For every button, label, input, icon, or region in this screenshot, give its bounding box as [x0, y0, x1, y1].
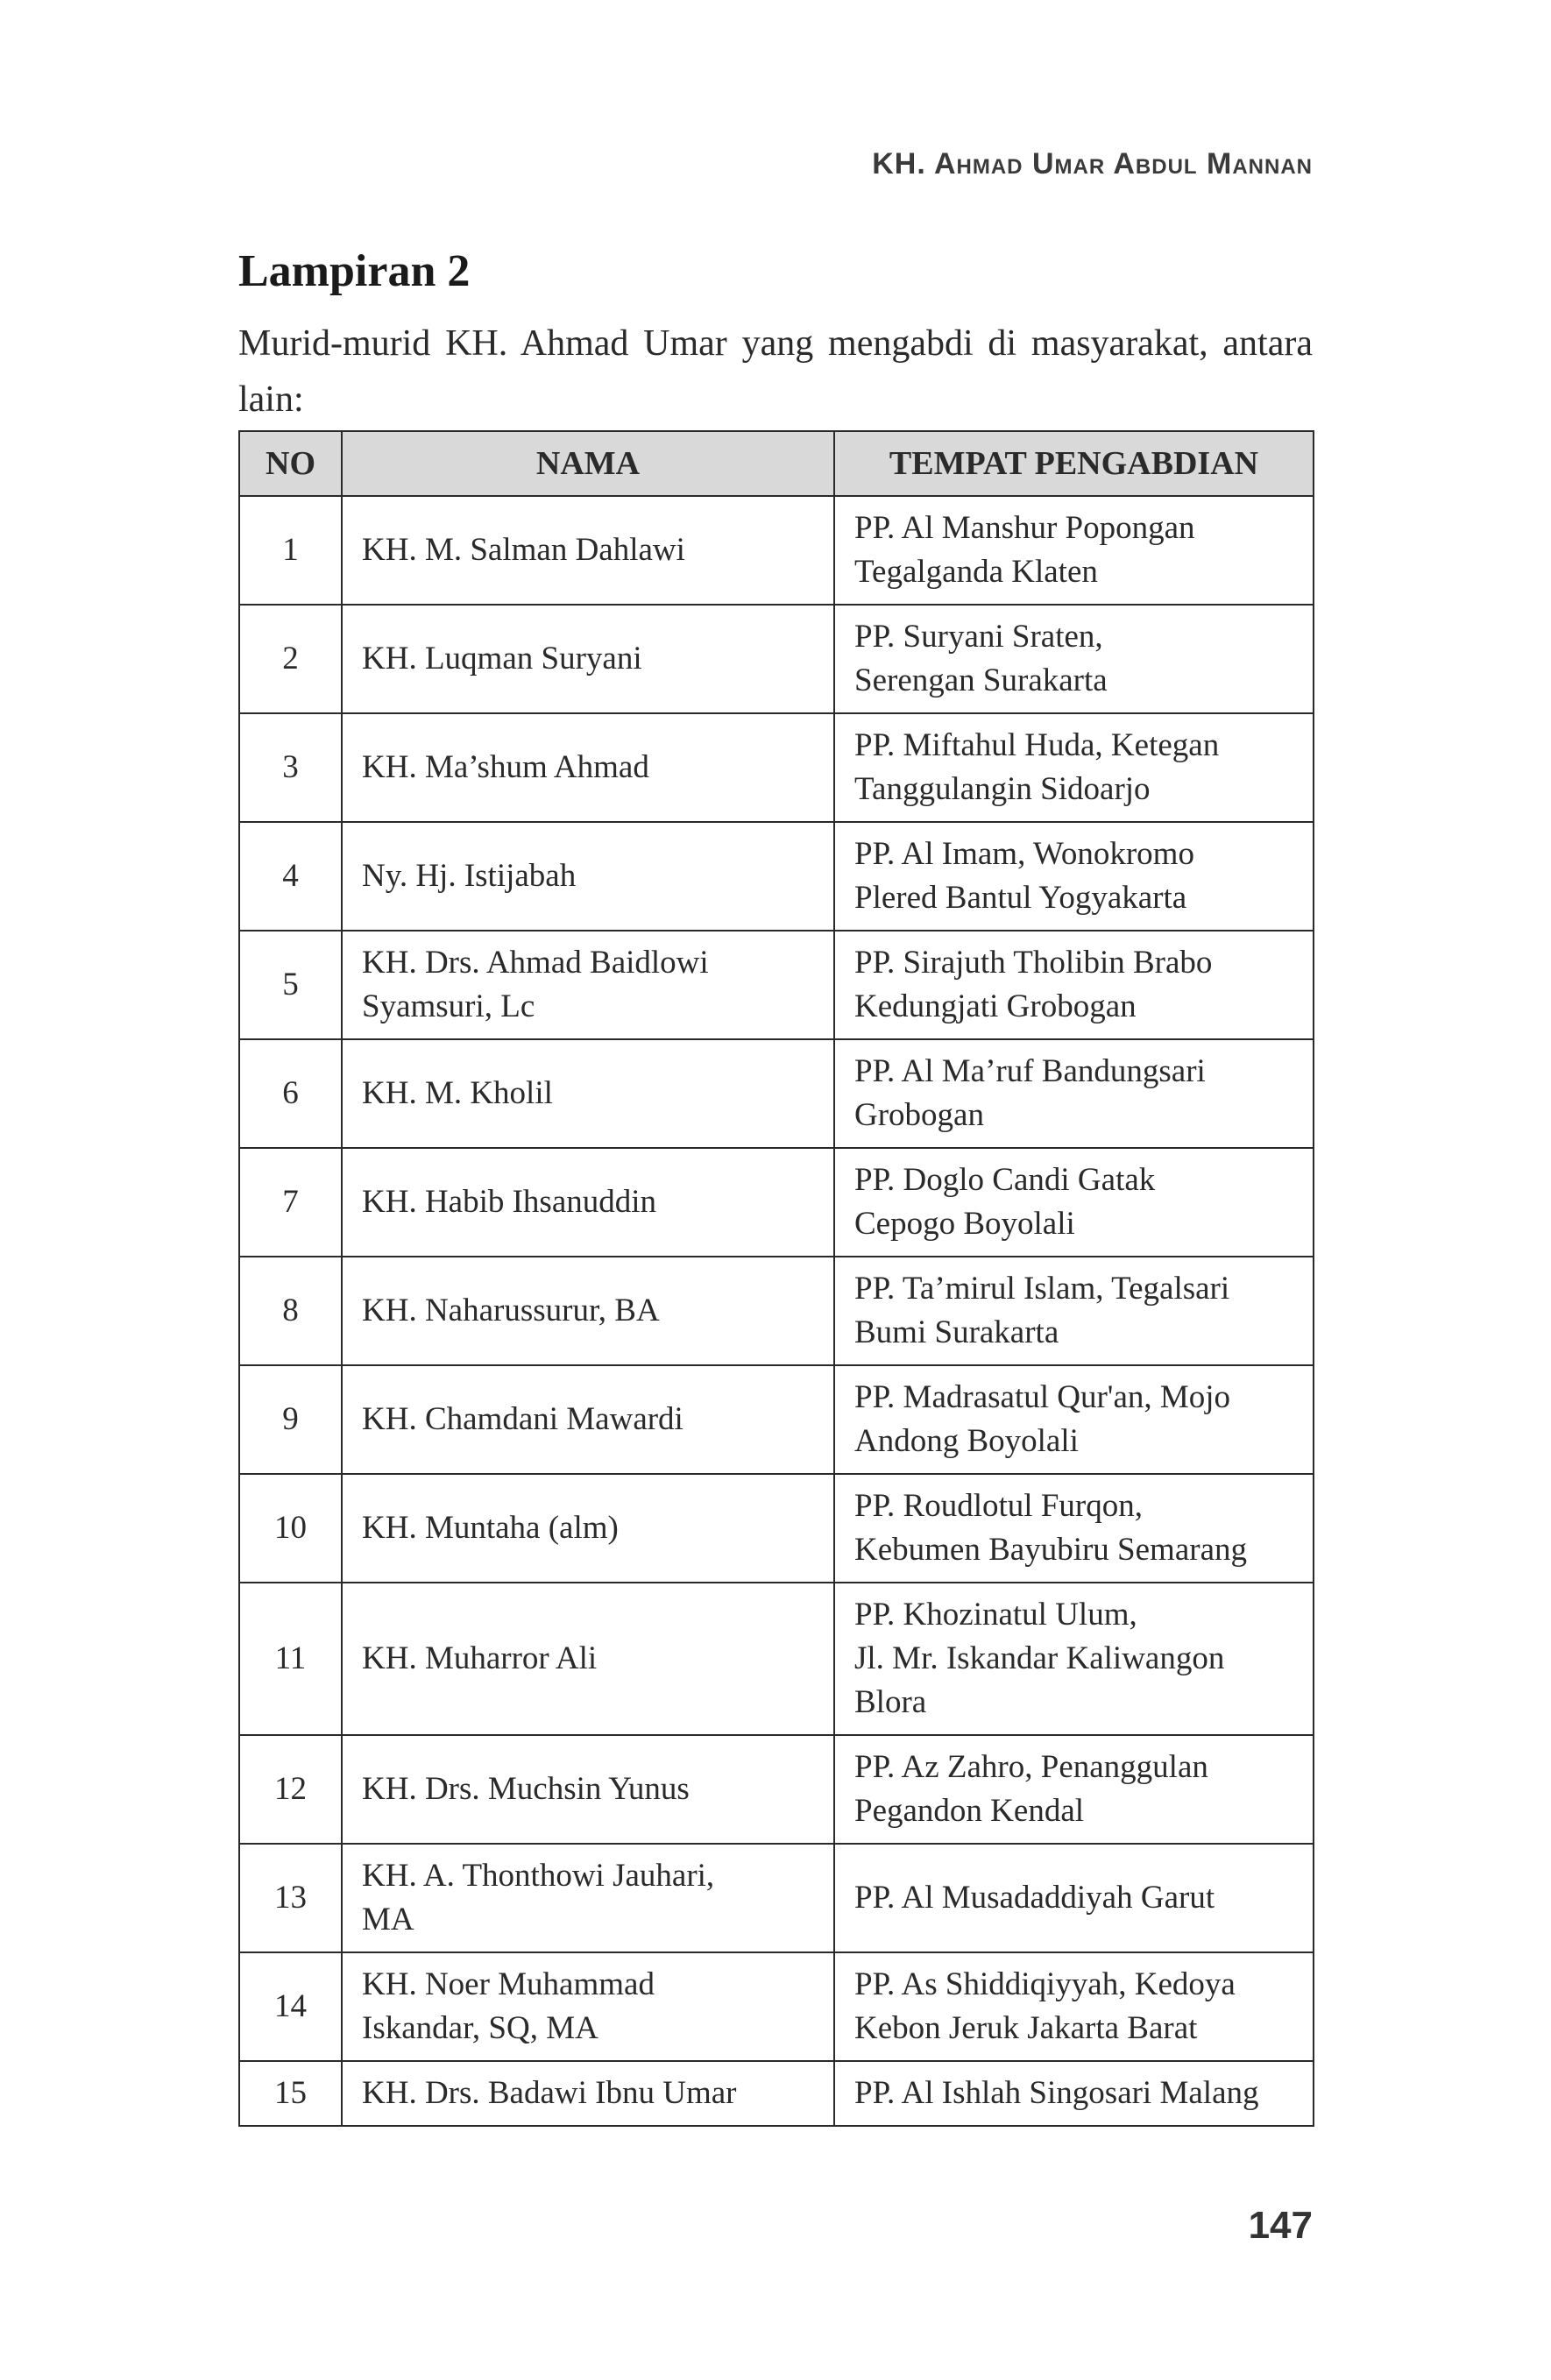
header-no: NO [239, 431, 342, 496]
cell-tempat [834, 1844, 1314, 1952]
cell-nama-line: Syamsuri, Lc [362, 988, 535, 1024]
cell-tempat-line: Pegandon Kendal [854, 1793, 1085, 1829]
cell-tempat-line: Kedungjati Grobogan [854, 988, 1137, 1024]
table-header-row [239, 431, 1314, 496]
cell-tempat [834, 1735, 1314, 1844]
table-row [239, 822, 1314, 931]
cell-tempat [834, 1583, 1314, 1735]
cell-tempat [834, 1952, 1314, 2061]
table-row [239, 1474, 1314, 1583]
table-row [239, 931, 1314, 1039]
cell-nama-line: KH. Chamdani Mawardi [362, 1401, 683, 1437]
table-row [239, 1257, 1314, 1365]
table-row [239, 713, 1314, 822]
cell-nama-line: KH. Muntaha (alm) [362, 1510, 619, 1546]
cell-no: 3 [239, 713, 342, 822]
cell-no: 1 [239, 496, 342, 605]
cell-nama [342, 1844, 834, 1952]
cell-nama [342, 1952, 834, 2061]
cell-tempat-line: PP. Madrasatul Qur'an, Mojo [854, 1379, 1231, 1415]
cell-tempat-line: PP. Al Ishlah Singosari Malang [854, 2075, 1259, 2111]
header-nama: NAMA [342, 431, 834, 496]
cell-tempat-line: Kebon Jeruk Jakarta Barat [854, 2010, 1198, 2046]
table-row [239, 496, 1314, 605]
cell-nama-line: KH. Naharussurur, BA [362, 1293, 660, 1328]
cell-no: 14 [239, 1952, 342, 2061]
cell-nama-line: KH. A. Thonthowi Jauhari, [362, 1858, 715, 1894]
cell-nama-line: KH. Ma’shum Ahmad [362, 749, 649, 785]
cell-tempat-line: PP. Suryani Sraten, [854, 619, 1103, 655]
cell-tempat-line: PP. Sirajuth Tholibin Brabo [854, 945, 1213, 981]
cell-nama-line: Ny. Hj. Istijabah [362, 858, 577, 894]
table-row [239, 1365, 1314, 1474]
cell-nama [342, 1735, 834, 1844]
cell-nama [342, 822, 834, 931]
cell-no: 7 [239, 1148, 342, 1257]
cell-tempat [834, 1039, 1314, 1148]
cell-tempat [834, 2061, 1314, 2126]
cell-tempat-line: Kebumen Bayubiru Semarang [854, 1532, 1247, 1568]
cell-nama [342, 1583, 834, 1735]
cell-nama-line: KH. Drs. Badawi Ibnu Umar [362, 2075, 737, 2111]
table-row [239, 1039, 1314, 1148]
cell-tempat [834, 713, 1314, 822]
cell-nama [342, 1257, 834, 1365]
cell-nama [342, 2061, 834, 2126]
cell-tempat-line: PP. Al Manshur Popongan [854, 510, 1195, 546]
table-row [239, 1844, 1314, 1952]
cell-nama [342, 605, 834, 713]
cell-no: 9 [239, 1365, 342, 1474]
cell-no: 13 [239, 1844, 342, 1952]
cell-tempat-line: Tegalganda Klaten [854, 554, 1098, 590]
cell-nama [342, 496, 834, 605]
intro-paragraph: Murid-murid KH. Ahmad Umar yang mengabdi di masyarakat, antara lain: [238, 323, 1313, 420]
header-tempat: TEMPAT PENGABDIAN [834, 431, 1314, 496]
table-row [239, 1952, 1314, 2061]
cell-nama-line: KH. M. Salman Dahlawi [362, 532, 685, 568]
cell-nama-line: KH. M. Kholil [362, 1075, 553, 1111]
cell-tempat-line: PP. Az Zahro, Penanggulan [854, 1749, 1208, 1785]
table-row [239, 1148, 1314, 1257]
table-row [239, 1583, 1314, 1735]
cell-tempat [834, 1257, 1314, 1365]
cell-tempat [834, 1148, 1314, 1257]
cell-tempat-line: Cepogo Boyolali [854, 1206, 1075, 1242]
cell-tempat-line: PP. Roudlotul Furqon, [854, 1488, 1143, 1524]
cell-nama [342, 1474, 834, 1583]
cell-tempat [834, 822, 1314, 931]
cell-no: 12 [239, 1735, 342, 1844]
cell-nama-line: Iskandar, SQ, MA [362, 2010, 598, 2046]
cell-tempat-line: PP. As Shiddiqiyyah, Kedoya [854, 1966, 1236, 2002]
cell-nama-line: KH. Drs. Muchsin Yunus [362, 1771, 690, 1807]
cell-nama [342, 713, 834, 822]
cell-tempat-line: PP. Al Imam, Wonokromo [854, 836, 1194, 872]
cell-tempat-line: PP. Khozinatul Ulum, [854, 1597, 1137, 1633]
table-row [239, 1735, 1314, 1844]
cell-nama [342, 1039, 834, 1148]
table-row [239, 605, 1314, 713]
cell-tempat-line: Grobogan [854, 1097, 984, 1133]
cell-no: 4 [239, 822, 342, 931]
table-body [239, 496, 1314, 2126]
cell-no: 11 [239, 1583, 342, 1735]
cell-nama [342, 931, 834, 1039]
cell-tempat [834, 1365, 1314, 1474]
cell-no: 8 [239, 1257, 342, 1365]
running-header: KH. Ahmad Umar Abdul Mannan [872, 147, 1313, 181]
cell-tempat-line: PP. Al Ma’ruf Bandungsari [854, 1053, 1206, 1089]
cell-tempat-line: Andong Boyolali [854, 1423, 1079, 1459]
cell-tempat-line: Tanggulangin Sidoarjo [854, 771, 1151, 807]
cell-tempat-line: Jl. Mr. Iskandar Kaliwangon [854, 1640, 1225, 1676]
cell-tempat-line: Blora [854, 1684, 927, 1720]
cell-tempat-line: Serengan Surakarta [854, 662, 1108, 698]
cell-no: 5 [239, 931, 342, 1039]
cell-tempat-line: PP. Miftahul Huda, Ketegan [854, 727, 1220, 763]
cell-no: 15 [239, 2061, 342, 2126]
page-number: 147 [1248, 2204, 1313, 2247]
cell-nama-line: KH. Muharror Ali [362, 1640, 598, 1676]
cell-no: 6 [239, 1039, 342, 1148]
cell-tempat [834, 931, 1314, 1039]
cell-nama-line: MA [362, 1902, 414, 1937]
table-row [239, 2061, 1314, 2126]
cell-nama [342, 1365, 834, 1474]
cell-no: 2 [239, 605, 342, 713]
cell-tempat [834, 496, 1314, 605]
cell-nama [342, 1148, 834, 1257]
cell-tempat [834, 605, 1314, 713]
students-table [238, 430, 1314, 2127]
cell-tempat-line: PP. Ta’mirul Islam, Tegalsari [854, 1271, 1230, 1307]
cell-nama-line: KH. Luqman Suryani [362, 641, 642, 676]
cell-nama-line: KH. Noer Muhammad [362, 1966, 655, 2002]
cell-tempat-line: Bumi Surakarta [854, 1314, 1059, 1350]
cell-tempat-line: PP. Doglo Candi Gatak [854, 1162, 1156, 1198]
cell-tempat [834, 1474, 1314, 1583]
cell-tempat-line: Plered Bantul Yogyakarta [854, 880, 1187, 916]
cell-no: 10 [239, 1474, 342, 1583]
cell-nama-line: KH. Habib Ihsanuddin [362, 1184, 657, 1220]
section-title: Lampiran 2 [238, 246, 471, 296]
cell-tempat-line: PP. Al Musadaddiyah Garut [854, 1880, 1215, 1916]
cell-nama-line: KH. Drs. Ahmad Baidlowi [362, 945, 709, 981]
